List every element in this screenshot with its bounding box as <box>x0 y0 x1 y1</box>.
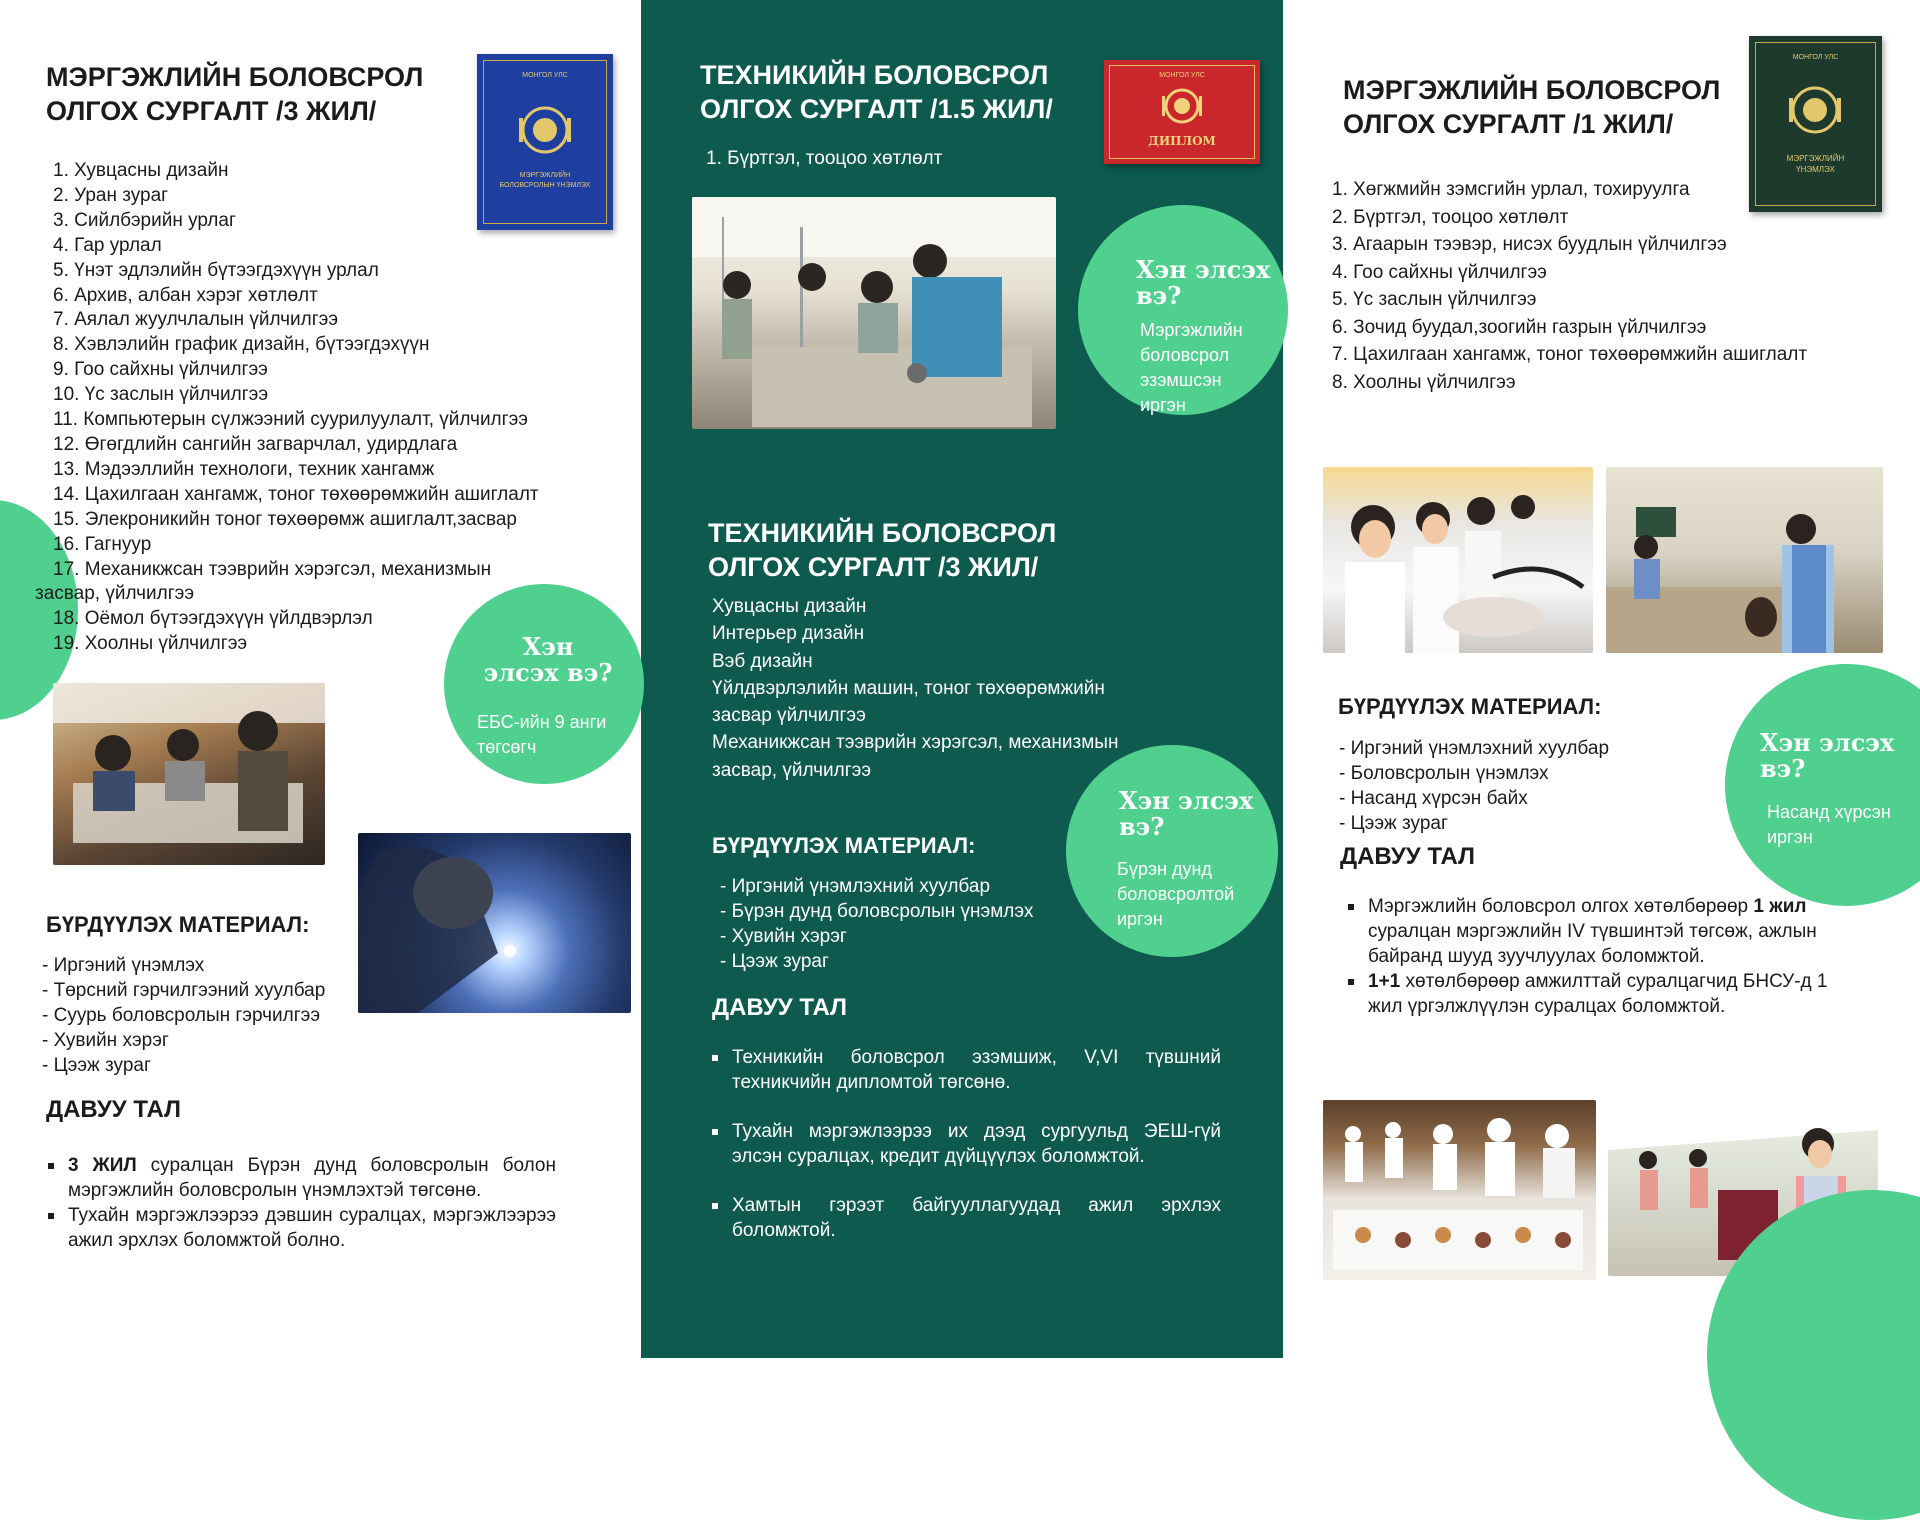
middle-materials-title: БҮРДҮҮЛЭХ МАТЕРИАЛ: <box>712 833 976 858</box>
who-can-enroll-circle-right: Хэн элсэх вэ? Насанд хүрсэн иргэн <box>1725 664 1920 906</box>
middle-program-list-2 <box>712 593 1172 784</box>
list-item: 7. Цахилгаан хангамж, тоног төхөөрөмжийн ашиглалт <box>1332 344 1808 365</box>
list-item: 19. Хоолны үйлчилгээ <box>53 633 248 655</box>
list-item: - Цээж зураг <box>42 1054 151 1076</box>
list-item: 16. Гагнуур <box>53 533 152 555</box>
middle-program-list-1 <box>706 147 942 172</box>
who-can-enroll-circle-left: Хэн элсэх вэ? ЕБС-ийн 9 анги төгсөгч <box>444 584 644 784</box>
list-item: 3. Агаарын тээвэр, нисэх буудлын үйлчилгээ <box>1332 234 1727 255</box>
right-title: МЭРГЭЖЛИЙН БОЛОВСРОЛ ОЛГОХ СУРГАЛТ /1 ЖИЛ/ <box>1343 75 1721 139</box>
photo-students-drawing <box>53 683 325 865</box>
list-item: - Цээж зураг <box>1339 812 1448 834</box>
list-item: - Иргэний үнэмлэх <box>42 955 205 976</box>
left-title: МЭРГЭЖЛИЙН БОЛОВСРОЛ ОЛГОХ СУРГАЛТ /3 ЖИЛ/ <box>46 62 424 126</box>
right-advantages-list <box>1346 895 1866 1020</box>
list-item: 12. Өгөгдлийн сангийн загварчлал, удирдлага <box>53 433 458 455</box>
who-can-enroll-circle-middle-top: Хэн элсэх вэ? Мэргэжлийн боловсрол эзэмшсэн иргэн <box>1078 205 1288 415</box>
list-item: - Хувийн хэрэг <box>720 925 847 947</box>
middle-title-2: ТЕХНИКИЙН БОЛОВСРОЛ ОЛГОХ СУРГАЛТ /3 ЖИЛ/ <box>708 518 1057 582</box>
list-item: Тухайн мэргэжлээрээ дэвшин суралцах, мэргэжлээрээ ажил эрхлэх боломжтой болно. <box>46 1204 556 1254</box>
drawing-class-illustration <box>53 683 325 865</box>
right-materials-list <box>1339 737 1609 837</box>
list-item: 2. Уран зураг <box>53 184 169 206</box>
left-advantages-list <box>46 1154 556 1254</box>
list-item: - Хувийн хэрэг <box>42 1029 169 1051</box>
state-emblem-icon <box>1160 84 1204 128</box>
list-item: Вэб дизайн <box>712 650 813 672</box>
list-item: 1. Хувцасны дизайн <box>53 160 229 181</box>
photo-hairdressing-class <box>1606 467 1883 653</box>
list-item: 1. Бүртгэл, тооцоо хөтлөлт <box>706 148 943 169</box>
photo-chefs-class <box>1323 1100 1596 1280</box>
list-item: 8. Хэвлэлийн график дизайн, бүтээгдэхүүн <box>53 334 430 356</box>
beauty-class-illustration <box>1323 467 1593 653</box>
left-program-list <box>35 159 613 657</box>
list-item: засвар үйлчилгээ <box>712 705 866 727</box>
state-emblem-icon <box>1785 80 1845 140</box>
certificate-book-green: МОНГОЛ УЛС МЭРГЭЖЛИЙН ҮНЭМЛЭХ <box>1749 36 1882 212</box>
photo-welding <box>358 833 631 1013</box>
list-item: засвар, үйлчилгээ <box>712 759 872 781</box>
list-item: 6. Архив, албан хэрэг хөтлөлт <box>53 284 318 306</box>
diploma-book-red: МОНГОЛ УЛС ДИПЛОМ <box>1104 60 1260 164</box>
list-item: 3 ЖИЛ суралцан Бүрэн дунд боловсролын болон мэргэжлийн боловсролын үнэмлэхтэй төгсөнө. <box>46 1154 556 1204</box>
right-program-list <box>1332 176 1892 396</box>
welding-illustration <box>358 833 631 1013</box>
list-item: Хамтын гэрээт байгууллагуудад ажил эрхлэх боломжтой. <box>710 1194 1221 1244</box>
hairdressing-class-illustration <box>1606 467 1883 653</box>
list-item: - Цээж зураг <box>720 950 829 972</box>
list-item: 13. Мэдээллийн технологи, техник хангамж <box>53 458 435 480</box>
list-item: Үйлдвэрлэлийн машин, тоног төхөөрөмжийн <box>712 677 1105 699</box>
certificate-book-blue: МОНГОЛ УЛС МЭРГЭЖЛИЙН БОЛОВСРОЛЫН ҮНЭМЛЭХ <box>477 54 613 230</box>
state-emblem-icon <box>515 100 575 160</box>
photo-lab-class <box>692 197 1056 429</box>
list-item: - Иргэний үнэмлэхний хуулбар <box>1339 738 1610 759</box>
right-advantages-title: ДАВУУ ТАЛ <box>1340 843 1475 870</box>
list-item: Тухайн мэргэжлээрээ их дээд сургуульд ЭЕШ-гүй элсэн суралцах, кредит дүйцүүлэх боломжтой. <box>710 1120 1221 1170</box>
photo-beauty-students <box>1323 467 1593 653</box>
list-item: засвар, үйлчилгээ <box>35 583 195 605</box>
list-item: 9. Гоо сайхны үйлчилгээ <box>53 359 268 381</box>
left-materials-list <box>42 954 325 1079</box>
middle-title-1: ТЕХНИКИЙН БОЛОВСРОЛ ОЛГОХ СУРГАЛТ /1.5 ЖИЛ/ <box>700 60 1053 124</box>
list-item: Техникийн боловсрол эзэмшиж, V,VI түвшний техникчийн дипломтой төгсөнө. <box>710 1046 1221 1096</box>
list-item: 6. Зочид буудал,зоогийн газрын үйлчилгээ <box>1332 316 1707 338</box>
list-item: Мэргэжлийн боловсрол олгох хөтөлбөрөөр 1 жил суралцан мэргэжлийн IV түвшинтэй төгсөж, ажлын байранд шууд зуучлуулах боломжтой. <box>1346 895 1866 970</box>
list-item: - Насанд хүрсэн байх <box>1339 787 1528 809</box>
middle-advantages-title: ДАВУУ ТАЛ <box>712 994 847 1021</box>
list-item: 5. Үнэт эдлэлийн бүтээгдэхүүн урлал <box>53 259 379 281</box>
list-item: Механикжсан тээврийн хэрэгсэл, механизмын <box>712 732 1119 754</box>
list-item: 2. Бүртгэл, тооцоо хөтлөлт <box>1332 206 1569 228</box>
list-item: 11. Компьютерын сүлжээний суурилуулалт, үйлчилгээ <box>53 409 528 431</box>
right-materials-title: БҮРДҮҮЛЭХ МАТЕРИАЛ: <box>1338 694 1602 719</box>
list-item: - Бүрэн дунд боловсролын үнэмлэх <box>720 900 1034 922</box>
middle-materials-list <box>720 875 1033 975</box>
lab-class-illustration <box>692 197 1056 429</box>
list-item: 17. Механикжсан тээврийн хэрэгсэл, механизмын <box>53 558 492 580</box>
chefs-class-illustration <box>1323 1100 1596 1280</box>
list-item: 5. Үс заслын үйлчилгээ <box>1332 289 1537 310</box>
middle-advantages-list <box>710 1046 1221 1243</box>
list-item: 14. Цахилгаан хангамж, тоног төхөөрөмжийн ашиглалт <box>53 483 539 505</box>
list-item: 7. Аялал жуулчлалын үйлчилгээ <box>53 309 339 331</box>
list-item: 1+1 хөтөлбөрөөр амжилттай суралцагчид БНСУ-д 1 жил үргэлжлүүлэн суралцах боломжтой. <box>1346 970 1866 1020</box>
list-item: 3. Сийлбэрийн урлаг <box>53 209 236 231</box>
list-item: - Суурь боловсролын гэрчилгээ <box>42 1004 321 1026</box>
list-item: - Боловсролын үнэмлэх <box>1339 762 1549 784</box>
left-materials-title: БҮРДҮҮЛЭХ МАТЕРИАЛ: <box>46 912 310 937</box>
list-item: 10. Үс заслын үйлчилгээ <box>53 384 269 406</box>
who-can-enroll-circle-middle-bottom: Хэн элсэх вэ? Бүрэн дунд боловсролтой иргэн <box>1066 745 1278 957</box>
list-item: 15. Элекроникийн тоног төхөөрөмж ашиглалт,засвар <box>53 508 517 530</box>
list-item: Интерьер дизайн <box>712 623 865 645</box>
list-item: - Төрсний гэрчилгээний хуулбар <box>42 979 326 1001</box>
list-item: 4. Гар урлал <box>53 234 162 256</box>
list-item: 8. Хоолны үйлчилгээ <box>1332 371 1516 393</box>
list-item: Хувцасны дизайн <box>712 596 867 617</box>
list-item: 1. Хөгжмийн зэмсгийн урлал, тохируулга <box>1332 179 1690 200</box>
left-advantages-title: ДАВУУ ТАЛ <box>46 1096 181 1123</box>
list-item: 4. Гоо сайхны үйлчилгээ <box>1332 261 1547 283</box>
list-item: - Иргэний үнэмлэхний хуулбар <box>720 876 991 897</box>
list-item: 18. Оёмол бүтээгдэхүүн үйлдвэрлэл <box>53 608 373 630</box>
